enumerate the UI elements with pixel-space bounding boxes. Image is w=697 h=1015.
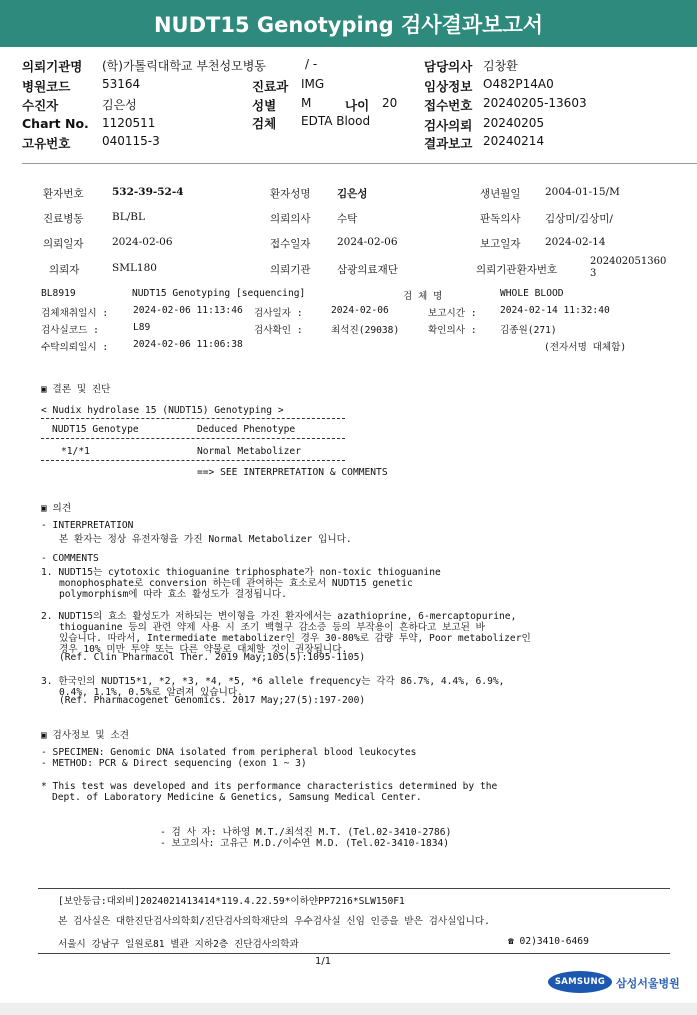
room-label: 검사실코드 : bbox=[41, 325, 99, 336]
comment-2-line-3: 있습니다. 따라서, Intermediate metabolizer인 경우 30-80%로 감량 투약, Poor metabolizer인 bbox=[59, 633, 531, 644]
comment-2-line-2: thioguanine 등의 관련 약제 사용 시 조기 백혈구 감소증 등의 부작용이 흔하다고 보고된 바 bbox=[59, 622, 485, 633]
age-label: 나이 bbox=[345, 98, 370, 113]
doctor-label: 담당의사 bbox=[424, 59, 473, 74]
patient-no-label: 환자번호 bbox=[43, 188, 84, 200]
report-time-label: 보고시간 : bbox=[428, 308, 477, 319]
comment-2-line-1: 2. NUDT15의 효소 활성도가 저하되는 변이형을 가진 환자에서는 azathioprine, 6-mercaptopurine, bbox=[41, 611, 517, 622]
reporter-line: - 보고의사: 고유근 M.D./이수연 M.D. (Tel.02-3410-1834) bbox=[160, 838, 450, 849]
recv-date-value: 2024-02-06 bbox=[337, 236, 398, 248]
unique-label: 고유번호 bbox=[22, 136, 71, 151]
interpretation-text: 본 환자는 정상 유전자형을 가진 Normal Metabolizer 입니다. bbox=[59, 534, 352, 545]
examiner-line: - 검 사 자: 나하영 M.T./최석진 M.T. (Tel.02-3410-2786) bbox=[160, 827, 452, 838]
ref-org-value: 삼광의료재단 bbox=[337, 264, 398, 276]
exam-date-label: 검사일자 : bbox=[254, 308, 303, 319]
samsung-logo: SAMSUNG bbox=[548, 971, 612, 993]
ref-doctor-value: 수탁 bbox=[337, 213, 358, 225]
specimen-label: 검체 bbox=[252, 116, 277, 131]
collect-value: 2024-02-06 11:13:46 bbox=[133, 305, 243, 316]
result-label: 결과보고 bbox=[424, 136, 473, 151]
e-sign-note: (전자서명 대체함) bbox=[544, 342, 627, 353]
method-heading: ▣ 검사정보 및 소견 bbox=[41, 730, 129, 741]
confirm-doc-value: 김종원(271) bbox=[500, 325, 557, 336]
request-label: 검사의뢰 bbox=[424, 118, 473, 133]
dob-label: 생년월일 bbox=[480, 188, 521, 200]
comment-1-line-3: polymorphism에 따라 효소 활성도가 결정됩니다. bbox=[59, 589, 287, 600]
test-name: NUDT15 Genotyping [sequencing] bbox=[132, 288, 306, 299]
chart-label: Chart No. bbox=[22, 116, 89, 131]
specimen-info: - SPECIMEN: Genomic DNA isolated from peripheral blood leukocytes bbox=[41, 747, 417, 758]
development-note-line-2: Dept. of Laboratory Medicine & Genetics, Samsung Medical Center. bbox=[52, 792, 422, 803]
patient-value: 김은성 bbox=[102, 98, 137, 112]
patient-no-value: 532-39-52-4 bbox=[112, 186, 184, 198]
patient-label: 수진자 bbox=[22, 98, 59, 113]
requester-value: SML180 bbox=[112, 262, 157, 274]
requester-label: 의뢰자 bbox=[49, 264, 80, 276]
test-specimen-value: WHOLE BLOOD bbox=[500, 288, 564, 299]
ward-separator: / - bbox=[305, 57, 318, 71]
age-value: 20 bbox=[382, 96, 398, 110]
result-subtitle: < Nudix hydrolase 15 (NUDT15) Genotyping > bbox=[41, 405, 284, 416]
accept-label: 수탁의뢰일시 : bbox=[41, 342, 109, 353]
dob-value: 2004-01-15/M bbox=[545, 186, 620, 198]
security-line: [보안등급:대외비]2024021413414*119.4.22.59*이하얀PP7216*SLW150F1 bbox=[58, 896, 405, 907]
sex-value: M bbox=[301, 96, 312, 110]
request-value: 20240205 bbox=[483, 116, 545, 130]
report-date-value: 2024-02-14 bbox=[545, 236, 606, 248]
ref-pt-value-line1: 202402051360 bbox=[590, 256, 667, 267]
ref-pt-value-line2: 3 bbox=[590, 268, 597, 279]
receipt-no-label: 접수번호 bbox=[424, 98, 473, 113]
footer-divider-top bbox=[38, 888, 670, 889]
name-value: 김은성 bbox=[337, 188, 368, 200]
comment-3-line-2: 0.4%, 1.1%, 0.5%로 알려져 있습니다. bbox=[59, 687, 243, 698]
chart-value: 1120511 bbox=[102, 116, 156, 130]
doctor-value: 김창환 bbox=[483, 59, 518, 73]
request-header bbox=[22, 50, 694, 162]
comment-1-line-1: 1. NUDT15는 cytotoxic thioguanine triphosphate가 non-toxic thioguanine bbox=[41, 567, 441, 578]
dept-value: IMG bbox=[301, 77, 325, 91]
ward-label: 진료병동 bbox=[43, 213, 84, 225]
dept-label: 진료과 bbox=[252, 79, 289, 94]
genotype-value: *1/*1 bbox=[61, 446, 90, 457]
page-number: 1/1 bbox=[315, 956, 332, 967]
read-doctor-label: 판독의사 bbox=[480, 213, 521, 225]
comments-title: - COMMENTS bbox=[41, 553, 99, 564]
confirm-label: 검사확인 : bbox=[254, 325, 303, 336]
receipt-no-value: 20240205-13603 bbox=[483, 96, 587, 110]
hospital-code-value: 53164 bbox=[102, 77, 141, 91]
exam-date-value: 2024-02-06 bbox=[331, 305, 389, 316]
confirm-value: 최석진(29038) bbox=[331, 325, 400, 336]
header-divider bbox=[22, 163, 697, 164]
ref-pt-label: 의뢰기관환자번호 bbox=[476, 264, 558, 276]
method-info: - METHOD: PCR & Direct sequencing (exon 1 ~ 3) bbox=[41, 758, 307, 769]
footer-divider-bottom bbox=[38, 953, 670, 954]
ref-org-label: 의뢰기관 bbox=[270, 264, 311, 276]
interpretation-title: - INTERPRETATION bbox=[41, 520, 134, 531]
sex-label: 성별 bbox=[252, 98, 277, 113]
table-rule-bottom bbox=[41, 460, 345, 461]
development-note-line-1: * This test was developed and its performance characteristics determined by the bbox=[41, 781, 498, 792]
see-interpretation: ==> SEE INTERPRETATION & COMMENTS bbox=[197, 467, 388, 478]
genotype-column-header: NUDT15 Genotype bbox=[52, 424, 139, 435]
table-rule-mid bbox=[41, 438, 345, 439]
table-rule-top bbox=[41, 418, 345, 419]
collect-label: 검체채취일시 : bbox=[41, 308, 109, 319]
comment-1-line-2: monophosphate로 conversion 하는데 관여하는 효소로서 NUDT15 genetic bbox=[59, 578, 413, 589]
hospital-code-label: 병원코드 bbox=[22, 79, 71, 94]
result-heading: ▣ 결론 및 진단 bbox=[41, 384, 111, 395]
report-time-value: 2024-02-14 11:32:40 bbox=[500, 305, 610, 316]
certification-line: 본 검사실은 대한진단검사의학회/진단검사의학재단의 우수검사실 신임 인증을 받은 검사실입니다. bbox=[58, 916, 490, 927]
phenotype-column-header: Deduced Phenotype bbox=[197, 424, 296, 435]
bottom-band bbox=[0, 1003, 697, 1015]
report-title: NUDT15 Genotyping 검사결과보고서 bbox=[0, 0, 697, 47]
unique-value: 040115-3 bbox=[102, 134, 160, 148]
read-doctor-value: 김상미/김상미/ bbox=[545, 213, 613, 225]
result-value: 20240214 bbox=[483, 134, 545, 148]
comment-2-line-4: 경우 10% 미만 투약 또는 다른 약물로 대체할 것이 권장됩니다. bbox=[59, 644, 348, 655]
report-date-label: 보고일자 bbox=[480, 238, 521, 250]
hospital-name-logo: 삼성서울병원 bbox=[616, 977, 680, 990]
name-label: 환자성명 bbox=[270, 188, 311, 200]
phenotype-value: Normal Metabolizer bbox=[197, 446, 301, 457]
specimen-value: EDTA Blood bbox=[301, 114, 371, 128]
ward-value: BL/BL bbox=[112, 211, 145, 223]
institution-value: (학)가톨릭대학교 부천성모병동 bbox=[102, 59, 266, 73]
test-code: BL8919 bbox=[41, 288, 76, 299]
comment-3-line-3: (Ref. Pharmacogenet Genomics. 2017 May;27(5):197-200) bbox=[59, 695, 366, 706]
clinical-label: 임상정보 bbox=[424, 79, 473, 94]
address-line: 서울시 강남구 일원로81 별관 지하2층 진단검사의학과 bbox=[58, 939, 299, 950]
comment-3-line-1: 3. 한국인의 NUDT15*1, *2, *3, *4, *5, *6 allele frequency는 각각 86.7%, 4.4%, 6.9%, bbox=[41, 676, 505, 687]
ref-date-label: 의뢰일자 bbox=[43, 238, 84, 250]
opinion-heading: ▣ 의견 bbox=[41, 503, 72, 514]
recv-date-label: 접수일자 bbox=[270, 238, 311, 250]
clinical-value: O482P14A0 bbox=[483, 77, 554, 91]
comment-2-line-5: (Ref. Clin Pharmacol Ther. 2019 May;105(5):1095-1105) bbox=[59, 652, 366, 663]
test-specimen-label: 검 체 명 bbox=[403, 291, 443, 302]
institution-label: 의뢰기관명 bbox=[22, 59, 83, 74]
accept-value: 2024-02-06 11:06:38 bbox=[133, 339, 243, 350]
phone-line: ☎ 02)3410-6469 bbox=[508, 936, 589, 947]
confirm-doc-label: 확인의사 : bbox=[428, 325, 477, 336]
room-value: L89 bbox=[133, 322, 151, 333]
ref-doctor-label: 의뢰의사 bbox=[270, 213, 311, 225]
ref-date-value: 2024-02-06 bbox=[112, 236, 173, 248]
